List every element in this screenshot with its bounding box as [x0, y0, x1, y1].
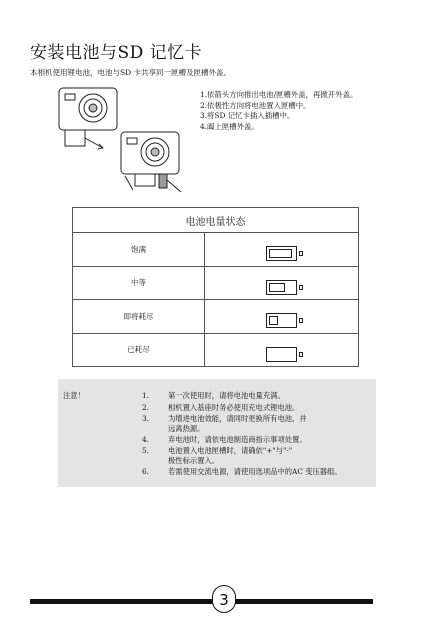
battery-level-label: 已耗尽 — [73, 333, 205, 367]
page-number: 3 — [212, 585, 236, 613]
battery-level-label: 饱满 — [73, 233, 205, 267]
battery-icon-cell — [205, 300, 359, 334]
step-4: 4.阖上匣槽外盖。 — [200, 121, 259, 131]
battery-icon-cell — [205, 233, 359, 267]
step-3: 3.将SD 记忆卡插入插槽中。 — [200, 111, 295, 120]
battery-icon-cell — [205, 266, 359, 300]
footer-rule-right — [233, 599, 373, 604]
footer-rule-left — [30, 599, 215, 604]
battery-level-label: 即将耗尽 — [73, 300, 205, 334]
battery-status-table — [72, 207, 359, 367]
battery-fill — [269, 316, 278, 325]
step-1: 1.依箭头方向推出电池/匣槽外盖，再掀开外盖。 — [200, 90, 358, 99]
page-title: 安装电池与SD 记忆卡 — [30, 43, 203, 63]
battery-low-icon — [266, 313, 297, 328]
caution-label: 注意！ — [63, 391, 85, 400]
battery-fill — [269, 283, 285, 292]
installation-steps — [200, 90, 357, 132]
intro-text: 本相机使用锂电池，电池与SD 卡共享同一匣槽及匣槽外盖。 — [30, 68, 232, 77]
battery-level-label: 中等 — [73, 266, 205, 300]
battery-table-header: 电池电量状态 — [73, 208, 359, 233]
camera-battery-illustration — [55, 80, 195, 195]
battery-medium-icon — [266, 280, 297, 295]
step-2: 2.依极性方向将电池置入匣槽中。 — [200, 100, 311, 110]
battery-empty-icon — [266, 347, 297, 362]
battery-full-icon — [266, 246, 297, 261]
battery-icon-cell — [205, 333, 359, 367]
caution-box: 注意！ 1. 第一次使用时，请将电池电量充满。 2. 相机置入基座时务必使用充电式锂电池。 3. 为增进电池效能，请同时更换所有电池，并 远离热源。 4. 弃电池时，请依电池制造商指示事项处置。 5. 电池置入电池匣槽时，请确依"+"与"-" 极性标示置入。 6. 若需使用交流电源，请使用选项品中的AC 变压器组。 — [58, 379, 376, 487]
battery-fill — [269, 249, 292, 258]
